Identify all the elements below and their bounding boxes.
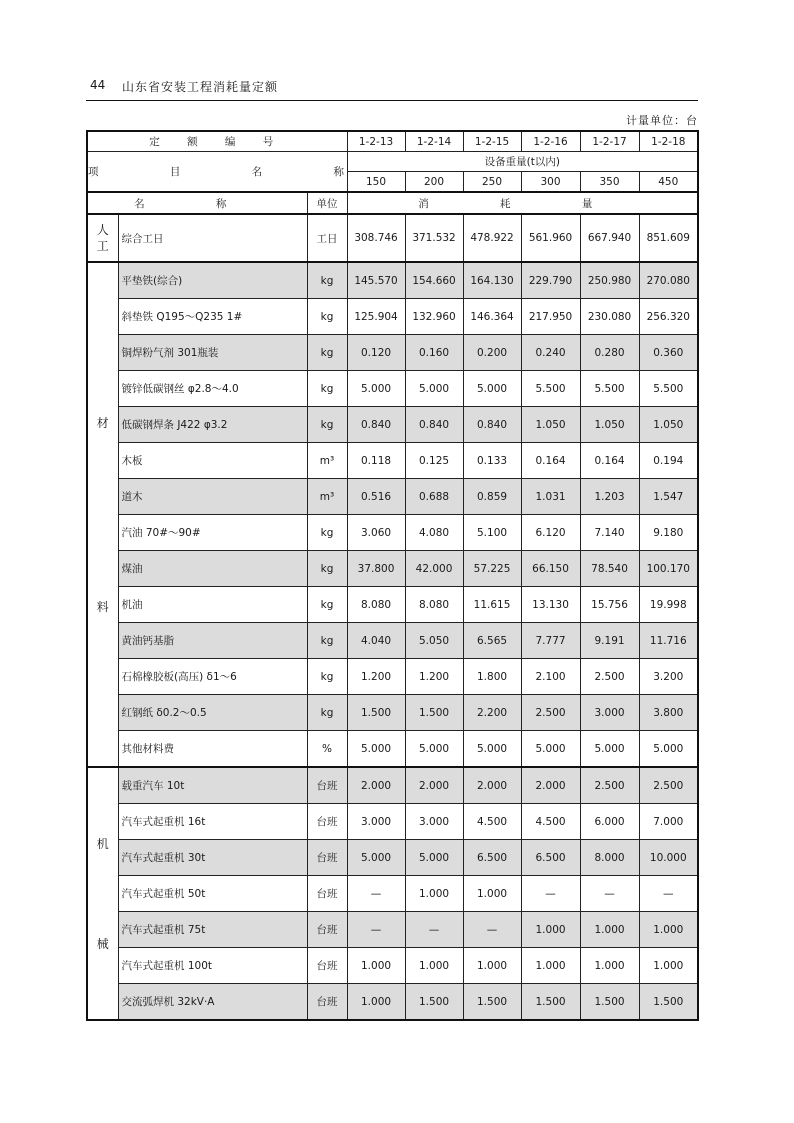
- consumption-value: 7.777: [521, 623, 580, 659]
- consumption-value: 2.000: [405, 767, 463, 804]
- consumption-value: 2.100: [521, 659, 580, 695]
- table-row: [87, 623, 698, 659]
- consumption-value: 1.200: [405, 659, 463, 695]
- consumption-value: 42.000: [405, 551, 463, 587]
- table-row: [87, 443, 698, 479]
- consumption-value: 2.000: [521, 767, 580, 804]
- quota-code: 1-2-13: [347, 131, 405, 152]
- quota-code: 1-2-18: [639, 131, 698, 152]
- consumption-value: 19.998: [639, 587, 698, 623]
- weight-value: 450: [639, 172, 698, 193]
- consumption-value: 4.500: [463, 804, 521, 840]
- consumption-value: 11.716: [639, 623, 698, 659]
- equipment-weight-label: 设备重量(t以内): [347, 152, 698, 172]
- consumption-value: —: [347, 912, 405, 948]
- consumption-value: —: [580, 876, 639, 912]
- table-row: [87, 767, 698, 804]
- consumption-value: 0.280: [580, 335, 639, 371]
- consumption-value: 5.500: [580, 371, 639, 407]
- table-row: [87, 659, 698, 695]
- consumption-value: 7.140: [580, 515, 639, 551]
- item-unit: kg: [307, 371, 347, 407]
- weight-value: 250: [463, 172, 521, 193]
- consumption-value: 250.980: [580, 262, 639, 299]
- consumption-value: 1.500: [580, 984, 639, 1021]
- item-name-label-text: 项 目 名 称: [88, 166, 379, 178]
- table-row: [87, 587, 698, 623]
- table-row: [87, 804, 698, 840]
- consumption-value: 1.000: [521, 912, 580, 948]
- consumption-value: 1.500: [405, 984, 463, 1021]
- consumption-value: 2.500: [580, 767, 639, 804]
- consumption-value: 6.565: [463, 623, 521, 659]
- consumption-value: 8.080: [405, 587, 463, 623]
- consumption-value: 0.164: [521, 443, 580, 479]
- consumption-value: 1.050: [521, 407, 580, 443]
- weight-value: 200: [405, 172, 463, 193]
- table-row: [87, 214, 698, 262]
- consumption-value: 1.800: [463, 659, 521, 695]
- quota-no-label: [87, 131, 347, 152]
- item-unit: m³: [307, 443, 347, 479]
- consumption-value: 3.000: [580, 695, 639, 731]
- category-label: [87, 262, 118, 767]
- consumption-value: 1.500: [405, 695, 463, 731]
- item-unit: 台班: [307, 912, 347, 948]
- consumption-value: 0.840: [347, 407, 405, 443]
- consumption-value: 3.000: [347, 804, 405, 840]
- quota-table: [86, 130, 699, 1021]
- item-name: 平垫铁(综合): [118, 262, 307, 299]
- book-title: 山东省安装工程消耗量定额: [122, 80, 279, 94]
- table-row: [87, 876, 698, 912]
- consumption-value: 1.031: [521, 479, 580, 515]
- consumption-value: 5.500: [639, 371, 698, 407]
- consumption-value: 270.080: [639, 262, 698, 299]
- consumption-value: 1.000: [405, 876, 463, 912]
- table-row: [87, 262, 698, 299]
- item-unit: kg: [307, 695, 347, 731]
- consumption-value: 5.000: [347, 371, 405, 407]
- name-column-header: [87, 192, 307, 214]
- consumption-value: 37.800: [347, 551, 405, 587]
- consumption-value: 256.320: [639, 299, 698, 335]
- weight-value: 150: [347, 172, 405, 193]
- consumption-value: 2.200: [463, 695, 521, 731]
- item-name: 汽车式起重机 50t: [118, 876, 307, 912]
- consumption-value: 1.000: [580, 948, 639, 984]
- consumption-value: 66.150: [521, 551, 580, 587]
- consumption-value: 561.960: [521, 214, 580, 262]
- item-name: 交流弧焊机 32kV·A: [118, 984, 307, 1021]
- table-row: [87, 551, 698, 587]
- consumption-value: 667.940: [580, 214, 639, 262]
- consumption-value: 0.194: [639, 443, 698, 479]
- category-label-char: 人: [96, 223, 109, 237]
- consumption-value: 78.540: [580, 551, 639, 587]
- item-name: 煤油: [118, 551, 307, 587]
- table-row: [87, 840, 698, 876]
- consumption-value: 1.500: [347, 695, 405, 731]
- item-unit: m³: [307, 479, 347, 515]
- consumption-value: 478.922: [463, 214, 521, 262]
- consumption-value: 5.000: [405, 731, 463, 768]
- unit-column-header: 单位: [307, 192, 347, 214]
- consumption-value: 2.500: [580, 659, 639, 695]
- item-name: 低碳钢焊条 J422 φ3.2: [118, 407, 307, 443]
- consumption-value: 5.000: [405, 840, 463, 876]
- consumption-value: —: [347, 876, 405, 912]
- item-unit: kg: [307, 551, 347, 587]
- consumption-value: 4.080: [405, 515, 463, 551]
- consumption-value: 6.000: [580, 804, 639, 840]
- consumption-value: 1.000: [463, 948, 521, 984]
- consumption-value: 3.000: [405, 804, 463, 840]
- item-unit: 台班: [307, 804, 347, 840]
- item-unit: kg: [307, 262, 347, 299]
- consumption-value: 0.125: [405, 443, 463, 479]
- table-row: [87, 371, 698, 407]
- consumption-value: 1.500: [521, 984, 580, 1021]
- consumption-value: 7.000: [639, 804, 698, 840]
- consumption-value: 0.160: [405, 335, 463, 371]
- consumption-header-text: 消 耗 量: [418, 197, 627, 210]
- item-name: 黄油钙基脂: [118, 623, 307, 659]
- consumption-value: 5.100: [463, 515, 521, 551]
- quota-table-body: [87, 131, 698, 1020]
- weight-value: 300: [521, 172, 580, 193]
- consumption-value: 229.790: [521, 262, 580, 299]
- consumption-value: 5.000: [347, 731, 405, 768]
- table-row: [87, 984, 698, 1021]
- consumption-value: 0.120: [347, 335, 405, 371]
- consumption-value: 851.609: [639, 214, 698, 262]
- item-unit: kg: [307, 407, 347, 443]
- consumption-value: 0.840: [405, 407, 463, 443]
- item-unit: 台班: [307, 840, 347, 876]
- consumption-value: 1.203: [580, 479, 639, 515]
- item-name: 载重汽车 10t: [118, 767, 307, 804]
- consumption-value: 3.800: [639, 695, 698, 731]
- item-name: 汽油 70#～90#: [118, 515, 307, 551]
- category-label-char: 料: [96, 599, 109, 614]
- item-name: 石棉橡胶板(高压) δ1～6: [118, 659, 307, 695]
- item-name: 汽车式起重机 30t: [118, 840, 307, 876]
- item-unit: kg: [307, 299, 347, 335]
- table-row: [87, 912, 698, 948]
- quota-code: 1-2-15: [463, 131, 521, 152]
- consumption-value: 371.532: [405, 214, 463, 262]
- item-name: 汽车式起重机 75t: [118, 912, 307, 948]
- consumption-value: 217.950: [521, 299, 580, 335]
- consumption-value: 230.080: [580, 299, 639, 335]
- consumption-value: 1.200: [347, 659, 405, 695]
- consumption-value: 1.000: [405, 948, 463, 984]
- consumption-value: 100.170: [639, 551, 698, 587]
- consumption-value: 13.130: [521, 587, 580, 623]
- item-unit: 工日: [307, 214, 347, 262]
- category-label-char: 材: [96, 415, 109, 430]
- consumption-value: 1.000: [521, 948, 580, 984]
- consumption-value: 4.500: [521, 804, 580, 840]
- page-header: [86, 72, 698, 101]
- consumption-header: [347, 192, 698, 214]
- consumption-value: 3.060: [347, 515, 405, 551]
- header-row-columns: [87, 192, 698, 214]
- name-column-header-text: 名 称: [134, 197, 261, 210]
- consumption-value: 5.500: [521, 371, 580, 407]
- consumption-value: 5.000: [463, 731, 521, 768]
- item-name: 机油: [118, 587, 307, 623]
- item-unit: kg: [307, 515, 347, 551]
- item-unit: 台班: [307, 984, 347, 1021]
- consumption-value: 6.500: [521, 840, 580, 876]
- item-name: 铜焊粉气剂 301瓶装: [118, 335, 307, 371]
- consumption-value: 5.000: [580, 731, 639, 768]
- quota-code: 1-2-16: [521, 131, 580, 152]
- table-row: [87, 695, 698, 731]
- table-row: [87, 515, 698, 551]
- item-name: 汽车式起重机 16t: [118, 804, 307, 840]
- consumption-value: 9.180: [639, 515, 698, 551]
- consumption-value: 146.364: [463, 299, 521, 335]
- item-unit: 台班: [307, 876, 347, 912]
- page-number: 44: [90, 78, 106, 92]
- consumption-value: 5.000: [347, 840, 405, 876]
- consumption-value: 8.080: [347, 587, 405, 623]
- consumption-value: 2.000: [347, 767, 405, 804]
- category-label-char: 工: [96, 239, 109, 253]
- consumption-value: 0.200: [463, 335, 521, 371]
- consumption-value: 145.570: [347, 262, 405, 299]
- consumption-value: 6.500: [463, 840, 521, 876]
- category-label: [87, 767, 118, 1020]
- consumption-value: 8.000: [580, 840, 639, 876]
- consumption-value: 0.240: [521, 335, 580, 371]
- item-name: 木板: [118, 443, 307, 479]
- item-unit: kg: [307, 659, 347, 695]
- consumption-value: 164.130: [463, 262, 521, 299]
- item-unit: 台班: [307, 767, 347, 804]
- consumption-value: 5.050: [405, 623, 463, 659]
- item-name: 道木: [118, 479, 307, 515]
- consumption-value: 1.500: [639, 984, 698, 1021]
- consumption-value: 15.756: [580, 587, 639, 623]
- consumption-value: 0.360: [639, 335, 698, 371]
- consumption-value: 1.000: [639, 912, 698, 948]
- consumption-value: —: [463, 912, 521, 948]
- consumption-value: 5.000: [463, 371, 521, 407]
- consumption-value: 154.660: [405, 262, 463, 299]
- table-row: [87, 407, 698, 443]
- consumption-value: 2.500: [521, 695, 580, 731]
- consumption-value: 1.000: [347, 948, 405, 984]
- table-row: [87, 299, 698, 335]
- consumption-value: 0.164: [580, 443, 639, 479]
- table-row: [87, 948, 698, 984]
- consumption-value: 132.960: [405, 299, 463, 335]
- consumption-value: 4.040: [347, 623, 405, 659]
- consumption-value: 1.050: [639, 407, 698, 443]
- header-row-quota-codes: [87, 131, 698, 152]
- consumption-value: 1.547: [639, 479, 698, 515]
- consumption-value: 0.859: [463, 479, 521, 515]
- consumption-value: 5.000: [639, 731, 698, 768]
- consumption-value: 6.120: [521, 515, 580, 551]
- consumption-value: 3.200: [639, 659, 698, 695]
- weight-value: 350: [580, 172, 639, 193]
- consumption-value: 10.000: [639, 840, 698, 876]
- unit-note: 计量单位：台: [626, 114, 698, 127]
- quota-no-label-text: 定 额 编 号: [149, 136, 286, 148]
- item-name: 红钢纸 δ0.2～0.5: [118, 695, 307, 731]
- item-unit: kg: [307, 335, 347, 371]
- consumption-value: 9.191: [580, 623, 639, 659]
- category-label-char: 机: [96, 836, 109, 851]
- consumption-value: 1.000: [463, 876, 521, 912]
- consumption-value: 125.904: [347, 299, 405, 335]
- consumption-value: 57.225: [463, 551, 521, 587]
- item-name: 镀锌低碳钢丝 φ2.8～4.0: [118, 371, 307, 407]
- quota-code: 1-2-14: [405, 131, 463, 152]
- table-row: [87, 731, 698, 768]
- category-label: [87, 214, 118, 262]
- item-unit: kg: [307, 587, 347, 623]
- consumption-value: 308.746: [347, 214, 405, 262]
- consumption-value: —: [521, 876, 580, 912]
- consumption-value: 1.050: [580, 407, 639, 443]
- header-row-item-name: [87, 152, 698, 172]
- consumption-value: —: [405, 912, 463, 948]
- consumption-value: 0.688: [405, 479, 463, 515]
- table-row: [87, 479, 698, 515]
- quota-code: 1-2-17: [580, 131, 639, 152]
- consumption-value: 5.000: [521, 731, 580, 768]
- consumption-value: —: [639, 876, 698, 912]
- consumption-value: 2.000: [463, 767, 521, 804]
- item-name: 综合工日: [118, 214, 307, 262]
- consumption-value: 2.500: [639, 767, 698, 804]
- item-name: 汽车式起重机 100t: [118, 948, 307, 984]
- category-label-char: 械: [96, 936, 109, 951]
- item-unit: %: [307, 731, 347, 768]
- item-unit: 台班: [307, 948, 347, 984]
- item-name: 斜垫铁 Q195～Q235 1#: [118, 299, 307, 335]
- item-unit: kg: [307, 623, 347, 659]
- consumption-value: 1.000: [347, 984, 405, 1021]
- item-name: 其他材料费: [118, 731, 307, 768]
- consumption-value: 11.615: [463, 587, 521, 623]
- consumption-value: 0.840: [463, 407, 521, 443]
- consumption-value: 1.000: [639, 948, 698, 984]
- table-row: [87, 335, 698, 371]
- consumption-value: 5.000: [405, 371, 463, 407]
- consumption-value: 0.133: [463, 443, 521, 479]
- consumption-value: 0.118: [347, 443, 405, 479]
- consumption-value: 1.500: [463, 984, 521, 1021]
- consumption-value: 0.516: [347, 479, 405, 515]
- consumption-value: 1.000: [580, 912, 639, 948]
